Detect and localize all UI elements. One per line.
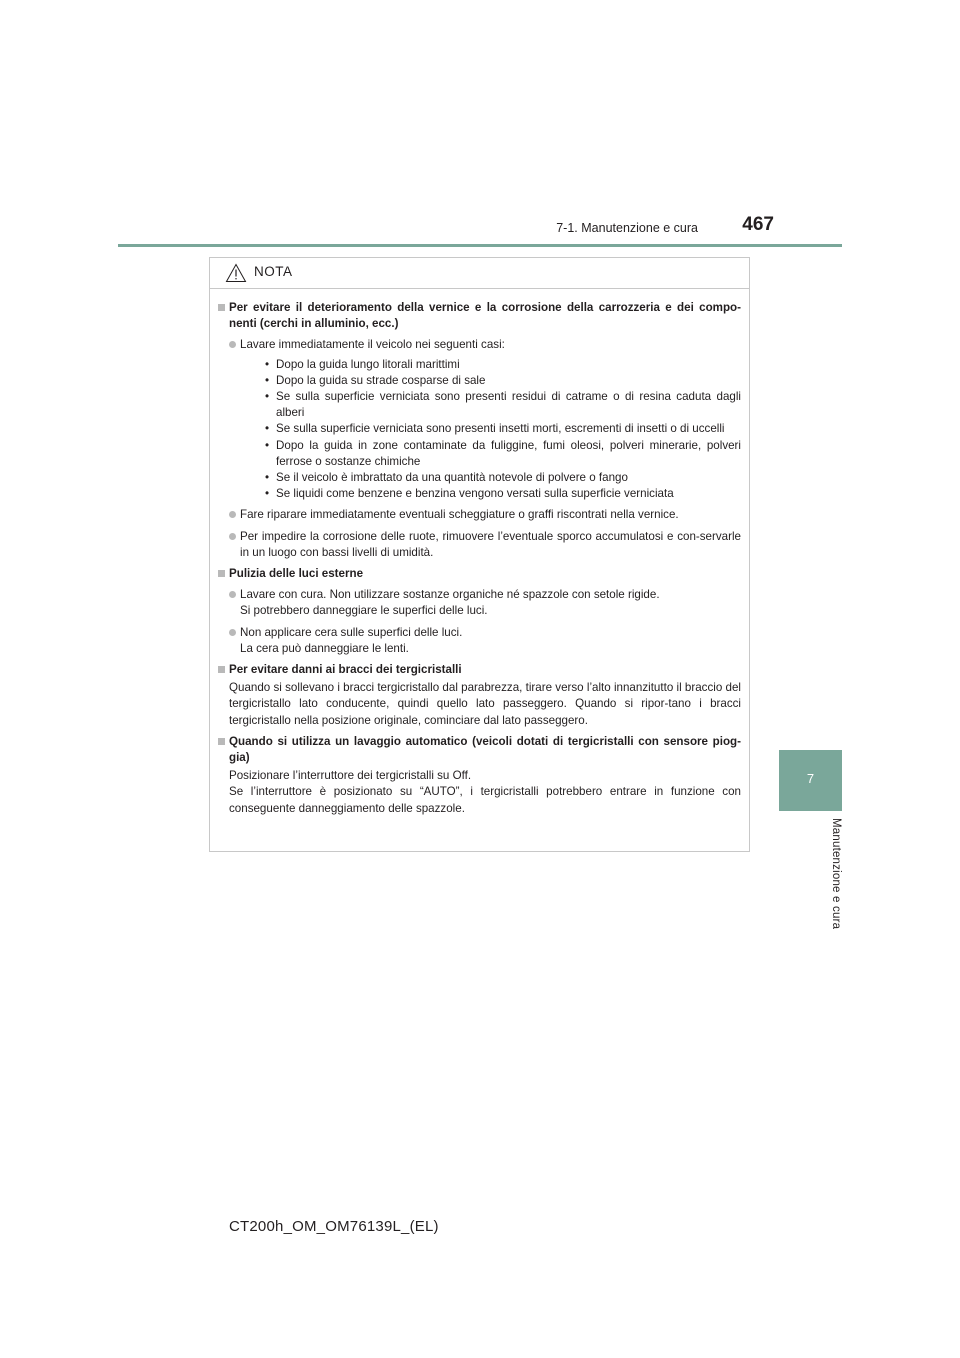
bullet-line: Non applicare cera sulle superfici delle luci. — [240, 625, 463, 639]
bullet-item — [229, 625, 741, 657]
bullet-item — [229, 337, 741, 502]
bullet-text: Lavare immediatamente il veicolo nei seguenti casi: — [240, 338, 505, 352]
notice-section — [218, 300, 741, 561]
notice-header — [210, 258, 749, 289]
circle-bullet-icon — [229, 341, 236, 348]
bullet-text: Per impedire la corrosione delle ruote, rimuovere l’eventuale sporco accumulatosi e con-servarle in un luogo con bassi livelli di umidità. — [240, 529, 741, 559]
notice-section — [218, 734, 741, 817]
bullet-line: La cera può danneggiare le lenti. — [240, 641, 409, 655]
document-code: CT200h_OM_OM76139L_(EL) — [229, 1218, 439, 1235]
sub-item: • Dopo la guida in zone contaminate da fuliggine, fumi oleosi, polveri minerarie, polveri ferrose o sostanze chimiche — [265, 438, 741, 468]
notice-title: NOTA — [254, 264, 293, 279]
sub-item: • Se sulla superficie verniciata sono presenti insetti morti, escrementi di insetti o di uccelli — [265, 422, 725, 436]
square-bullet-icon — [218, 304, 225, 311]
section-paragraph: Se l’interruttore è posizionato su “AUTO”, i tergicristalli potrebbero entrare in funzione con conseguente danneggiamento delle spazzole. — [229, 785, 741, 815]
sub-list — [240, 357, 741, 503]
chapter-label: Manutenzione e cura — [830, 818, 842, 930]
section-title: Quando si utilizza un lavaggio automatico (veicoli dotati di tergicristalli con sensore piog-gia) — [229, 734, 741, 765]
sub-item: • Dopo la guida su strade cosparse di sale — [265, 373, 486, 387]
page-number: 467 — [742, 214, 774, 235]
square-bullet-icon — [218, 570, 225, 577]
section-paragraph: Quando si sollevano i bracci tergicristallo dal parabrezza, tirare verso l’alto innanzitutto il braccio del tergicristallo lato conducente, quindi quello lato passeggero. Quando si ripor-tano i bracci tergicristallo nella posizione originale, cominciare dal lato passeggero. — [229, 681, 741, 727]
notice-box — [209, 257, 750, 852]
square-bullet-icon — [218, 666, 225, 673]
circle-bullet-icon — [229, 591, 236, 598]
bullet-line: Lavare con cura. Non utilizzare sostanze organiche né spazzole con setole rigide. — [240, 588, 660, 602]
circle-bullet-icon — [229, 629, 236, 636]
square-bullet-icon — [218, 738, 225, 745]
section-title: Per evitare danni ai bracci dei tergicristalli — [229, 663, 462, 677]
bullet-item — [229, 507, 741, 523]
section-title: Pulizia delle luci esterne — [229, 567, 364, 581]
sub-item: • Se liquidi come benzene e benzina vengono versati sulla superficie verniciata — [265, 487, 674, 501]
header-section-title: 7-1. Manutenzione e cura — [556, 221, 698, 235]
section-paragraph: Posizionare l’interruttore dei tergicristalli su Off. — [229, 769, 472, 783]
section-title: Per evitare il deterioramento della vernice e la corrosione della carrozzeria e dei compo-nenti (cerchi in alluminio, ecc.) — [229, 301, 741, 331]
bullet-item — [229, 587, 741, 619]
circle-bullet-icon — [229, 511, 236, 518]
bullet-text: Fare riparare immediatamente eventuali scheggiature o graffi riscontrati nella vernice. — [240, 508, 679, 522]
notice-section — [218, 566, 741, 657]
chapter-tab — [779, 750, 842, 811]
bullet-item — [229, 529, 741, 561]
notice-content — [218, 300, 741, 822]
notice-section — [218, 662, 741, 729]
circle-bullet-icon — [229, 533, 236, 540]
header-rule — [118, 244, 842, 247]
sub-item: • Se il veicolo è imbrattato da una quantità notevole di polvere o fango — [265, 471, 628, 485]
bullet-line: Si potrebbero danneggiare le superfici delle luci. — [240, 604, 488, 618]
sub-item: • Se sulla superficie verniciata sono presenti residui di catrame o di resina caduta dagli alberi — [265, 390, 741, 420]
chapter-number: 7 — [806, 771, 815, 786]
warning-triangle-icon — [225, 263, 247, 283]
sub-item: • Dopo la guida lungo litorali marittimi — [265, 357, 460, 371]
